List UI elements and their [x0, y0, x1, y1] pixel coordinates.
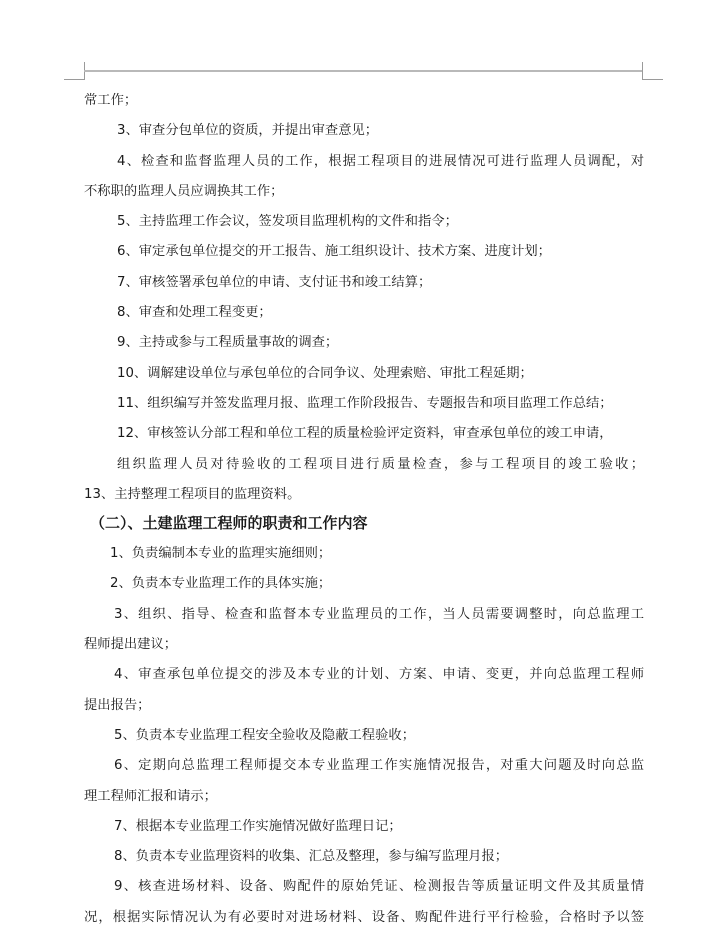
list-item: 6、审定承包单位提交的开工报告、施工组织设计、技术方案、进度计划； — [117, 244, 551, 260]
list-item: 11、组织编写并签发监理月报、监理工作阶段报告、专题报告和项目监理工作总结； — [117, 395, 613, 411]
list-item: 4、审查承包单位提交的涉及本专业的计划、方案、申请、变更，并向总监理工程师 — [114, 667, 644, 683]
list-item: 8、负责本专业监理资料的收集、汇总及整理，参与编写监理月报； — [114, 849, 509, 865]
list-item: 6、定期向总监理工程师提交本专业监理工作实施情况报告，对重大问题及时向总监 — [114, 758, 644, 774]
list-item: 1、负责编制本专业的监理实施细则； — [110, 546, 332, 562]
text-line: 常工作； — [84, 93, 138, 108]
list-item: 8、审查和处理工程变更； — [117, 305, 272, 321]
list-item: 9、核查进场材料、设备、购配件的原始凭证、检测报告等质量证明文件及其质量情 — [114, 879, 644, 895]
list-item: 10、调解建设单位与承包单位的合同争议、处理索赔、审批工程延期； — [117, 365, 533, 381]
text-line: 理工程师汇报和请示； — [84, 788, 217, 804]
list-item: 7、审核签署承包单位的申请、支付证书和竣工结算； — [117, 274, 432, 290]
text-line: 程师提出建议； — [84, 637, 178, 653]
list-item: 3、审查分包单位的资质，并提出审查意见； — [117, 123, 379, 139]
text-line: 13、主持整理工程项目的监理资料。 — [84, 486, 301, 502]
list-item: 组织监理人员对待验收的工程项目进行质量检查，参与工程项目的竣工验收； — [117, 456, 644, 472]
crop-mark-top-right-horizontal — [642, 79, 663, 80]
text-line: 况，根据实际情况认为有必要时对进场材料、设备、购配件进行平行检验，合格时予以签 — [84, 909, 644, 925]
document-body — [84, 86, 644, 933]
list-item: 12、审核签认分部工程和单位工程的质量检验评定资料，审查承包单位的竣工申请， — [117, 426, 613, 442]
list-item: 4、检查和监督监理人员的工作，根据工程项目的进展情况可进行监理人员调配，对 — [117, 153, 644, 169]
list-item: 2、负责本专业监理工作的具体实施； — [110, 576, 332, 592]
section-heading: （二）、土建监理工程师的职责和工作内容 — [90, 514, 368, 533]
header-rule — [84, 70, 642, 72]
list-item: 5、负责本专业监理工程安全验收及隐蔽工程验收； — [114, 727, 415, 743]
list-item: 9、主持或参与工程质量事故的调查； — [117, 335, 339, 351]
text-line: 提出报告； — [84, 697, 151, 713]
list-item: 3、组织、指导、检查和监督本专业监理员的工作，当人员需要调整时，向总监理工 — [114, 606, 644, 622]
crop-mark-top-right-vertical — [642, 62, 643, 80]
list-item: 5、主持监理工作会议，签发项目监理机构的文件和指令； — [117, 214, 458, 230]
text-line: 不称职的监理人员应调换其工作； — [84, 183, 284, 199]
list-item: 7、根据本专业监理工作实施情况做好监理日记； — [114, 818, 402, 834]
crop-mark-top-left-horizontal — [64, 79, 85, 80]
